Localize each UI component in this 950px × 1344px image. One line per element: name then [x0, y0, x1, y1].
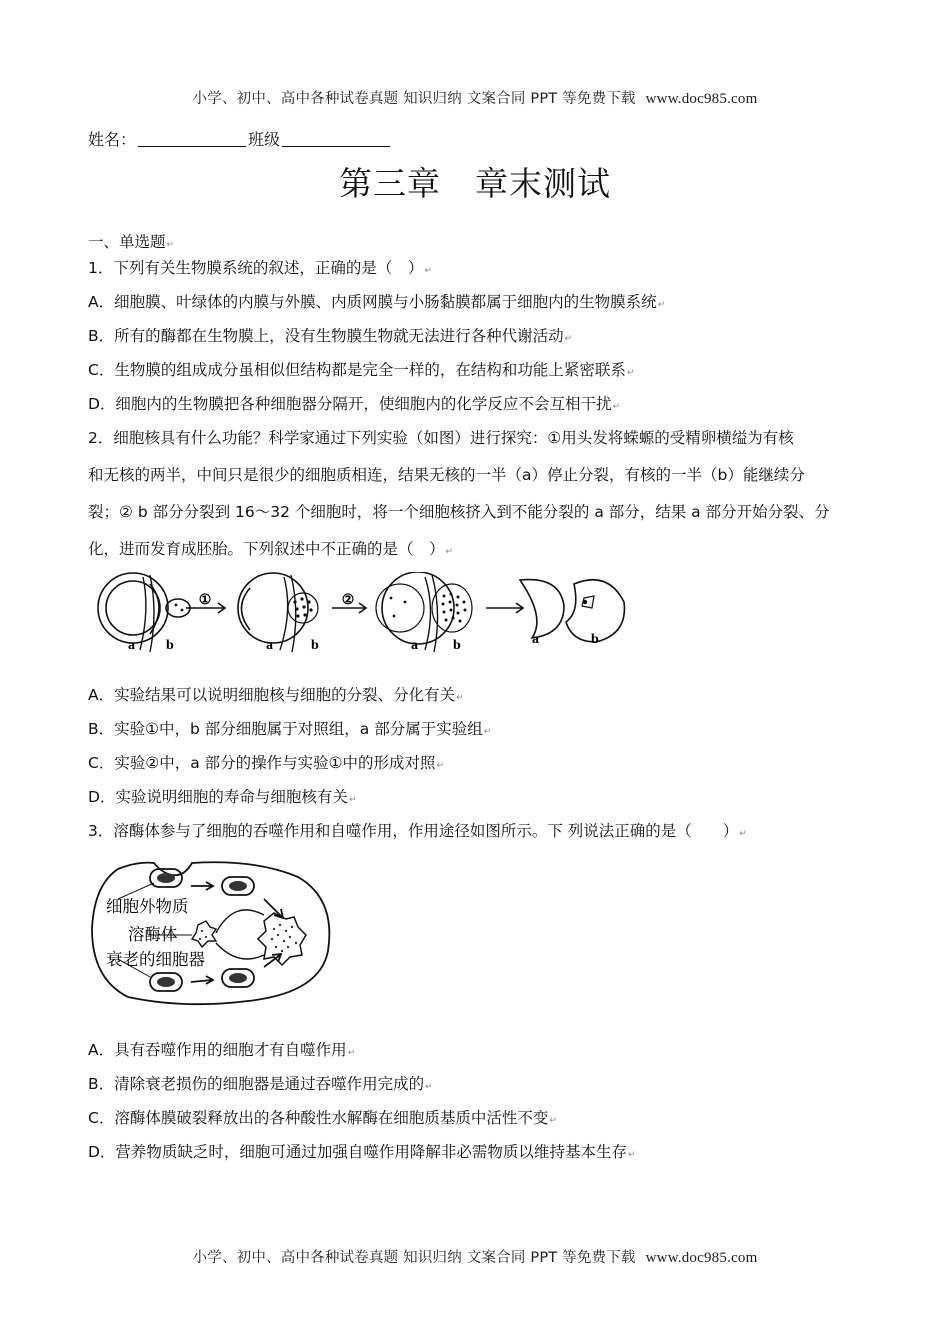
q3-option-d: D．营养物质缺乏时，细胞可通过加强自噬作用降解非必需物质以维持基本生存↵ — [88, 1143, 636, 1161]
q2-option-b: B．实验①中，b 部分细胞属于对照组，a 部分属于实验组↵ — [88, 720, 492, 738]
header-banner — [0, 87, 950, 108]
fig-label-a-1: a — [128, 638, 135, 653]
label-extracellular: 细胞外物质 — [106, 897, 189, 916]
step-2-label: ② — [341, 593, 355, 608]
label-aging-organelle: 衰老的细胞器 — [106, 950, 205, 969]
q2-option-a: A．实验结果可以说明细胞核与细胞的分裂、分化有关↵ — [88, 686, 464, 704]
fig-label-a-4: a — [532, 632, 539, 647]
q1-option-d: D．细胞内的生物膜把各种细胞器分隔开，使细胞内的化学反应不会互相干扰↵ — [88, 395, 620, 413]
fig-label-b-1: b — [166, 638, 174, 653]
section-heading: 一、单选题↵ — [88, 233, 175, 251]
header-banner-text: 小学、初中、高中各种试卷真题 知识归纳 文案合同 PPT 等免费下载 — [192, 91, 636, 107]
hair-3a — [425, 577, 431, 650]
step-1-label: ① — [198, 593, 212, 608]
class-blank — [282, 132, 390, 147]
egg-cell-1-outer — [98, 573, 168, 643]
header-banner-url[interactable]: www.doc985.com — [645, 91, 758, 107]
q3-option-b: B．清除衰老损伤的细胞器是通过吞噬作用完成的↵ — [88, 1075, 433, 1093]
q2-stem-line3: 裂；② b 部分分裂到 16～32 个细胞时，将一个细胞核挤入到不能分裂的 a 部分，结果 a 部分开始分裂、分 — [88, 503, 830, 521]
egg-cell-2-left-arc — [242, 588, 251, 630]
salamander-egg-experiment-figure — [88, 572, 648, 654]
lysosome-path-top — [216, 910, 264, 933]
q2-stem-line4: 化，进而发育成胚胎。下列叙述中不正确的是（ ）↵ — [88, 540, 454, 558]
class-label: 班级 — [248, 130, 281, 149]
page-title: 第三章 章末测试 — [339, 164, 611, 203]
fig-label-b-3: b — [453, 638, 461, 653]
lysosome-path-bottom — [216, 943, 264, 959]
egg-cell-3-a-part — [376, 584, 424, 632]
q1-option-c: C．生物膜的组成成分虽相似但结构都是完全一样的，在结构和功能上紧密联系↵ — [88, 361, 635, 379]
lysosome-shape — [192, 921, 216, 947]
name-label: 姓名： — [88, 130, 137, 149]
q3-option-c: C．溶酶体膜破裂释放出的各种酸性水解酶在细胞质基质中活性不变↵ — [88, 1109, 557, 1127]
hair-1a — [140, 577, 146, 650]
aging-organelle-2 — [229, 973, 247, 983]
q1-option-b: B．所有的酶都在生物膜上，没有生物膜生物就无法进行各种代谢活动↵ — [88, 327, 573, 345]
q2-option-d: D．实验说明细胞的寿命与细胞核有关↵ — [88, 788, 357, 806]
egg-cell-3-outer — [382, 572, 454, 644]
engulfed-material-1 — [157, 873, 175, 883]
fig-label-a-2: a — [266, 638, 273, 653]
q2-stem-line1: 2．细胞核具有什么功能？科学家通过下列实验（如图）进行探究：①用头发将蝾螈的受精卵横缢为有核 — [88, 429, 794, 447]
lysosome-pathway-figure — [88, 855, 338, 1007]
engulfed-material-2 — [229, 881, 247, 891]
label-lysosome: 溶酶体 — [128, 925, 178, 944]
hair-2b — [291, 575, 296, 652]
name-class-line — [88, 127, 392, 150]
secondary-lysosome — [258, 913, 306, 965]
q3-stem: 3．溶酶体参与了细胞的吞噬作用和自噬作用，作用途径如图所示。下 列说法正确的是（ ）↵ — [88, 822, 747, 840]
fig-label-a-3: a — [411, 638, 418, 653]
q3-option-a: A．具有吞噬作用的细胞才有自噬作用↵ — [88, 1041, 356, 1059]
fig-label-b-2: b — [311, 638, 319, 653]
embryo-b-eye — [583, 600, 587, 604]
name-blank — [138, 132, 246, 147]
footer-banner-url[interactable]: www.doc985.com — [645, 1250, 758, 1266]
fig-label-b-4: b — [591, 632, 599, 647]
q2-stem-line2: 和无核的两半，中间只是很少的细胞质相连，结果无核的一半（a）停止分裂，有核的一半（b）能继续分 — [88, 466, 805, 484]
aging-organelle-1 — [157, 977, 175, 987]
footer-banner — [0, 1246, 950, 1267]
q1-option-a: A．细胞膜、叶绿体的内膜与外膜、内质网膜与小肠黏膜都属于细胞内的生物膜系统↵ — [88, 293, 666, 311]
q1-stem: 1．下列有关生物膜系统的叙述，正确的是（ ）↵ — [88, 259, 432, 277]
footer-banner-text: 小学、初中、高中各种试卷真题 知识归纳 文案合同 PPT 等免费下载 — [192, 1250, 636, 1266]
embryo-a — [520, 580, 564, 638]
q2-option-c: C．实验②中，a 部分的操作与实验①中的形成对照↵ — [88, 754, 445, 772]
hair-2a — [280, 577, 288, 650]
